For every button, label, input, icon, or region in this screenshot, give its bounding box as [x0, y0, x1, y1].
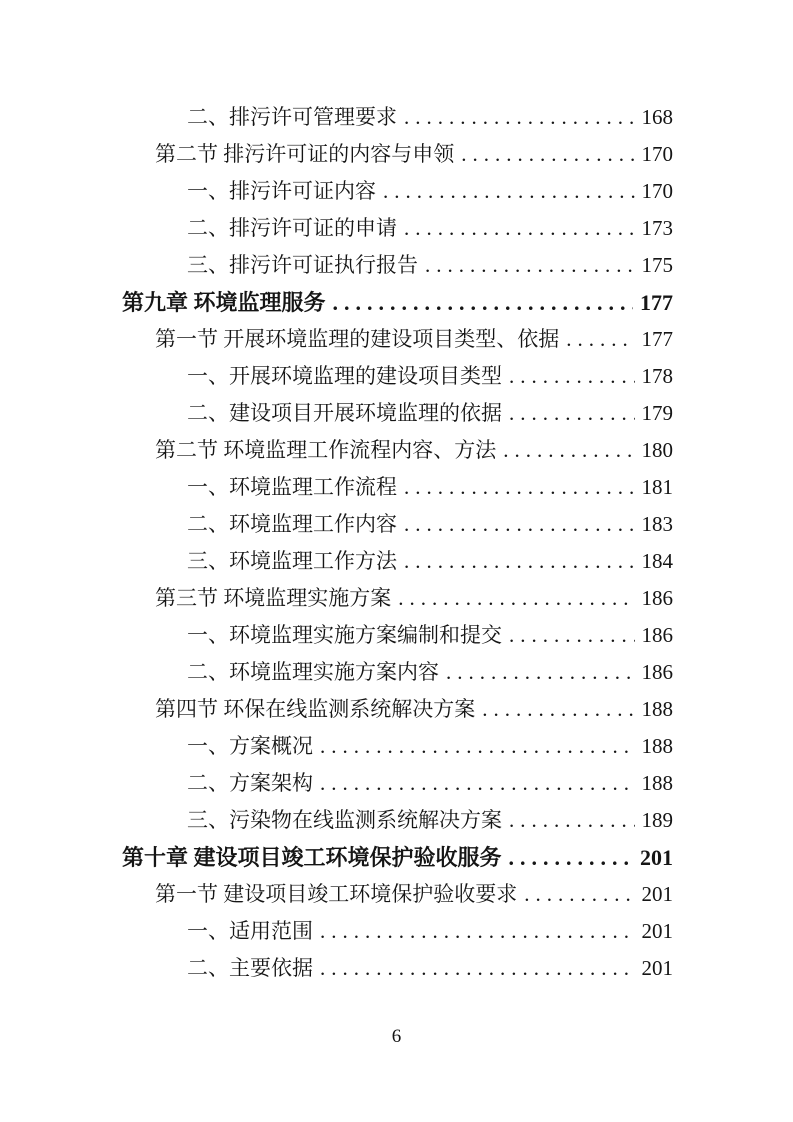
toc-dot-leader: [383, 173, 635, 210]
toc-entry-page: 170: [641, 179, 673, 203]
toc-entry-title: 一、方案概况: [187, 734, 313, 758]
toc-dot-leader: [404, 506, 635, 543]
toc-entry-title: 二、方案架构: [187, 771, 313, 795]
toc-dot-leader: [404, 543, 635, 580]
toc-entry-page: 201: [641, 919, 673, 943]
page-number: 6: [391, 1026, 402, 1047]
toc-entry-title: 第九章 环境监理服务: [122, 290, 326, 315]
toc-entry[interactable]: [122, 876, 673, 913]
toc-entry[interactable]: [122, 728, 673, 765]
toc-entry[interactable]: [122, 839, 673, 876]
toc-entry-page: 178: [641, 364, 673, 388]
toc-entry[interactable]: [122, 802, 673, 839]
toc-entry[interactable]: [122, 506, 673, 543]
toc-entry-page: 186: [641, 586, 673, 610]
toc-entry-title: 三、环境监理工作方法: [187, 549, 397, 573]
toc-dot-leader: [509, 617, 635, 654]
toc-dot-leader: [446, 654, 635, 691]
toc-entry-page: 168: [641, 105, 673, 129]
toc-dot-leader: [509, 358, 635, 395]
toc-entry-page: 183: [641, 512, 673, 536]
toc-dot-leader: [320, 950, 635, 987]
toc-entry[interactable]: [122, 432, 673, 469]
page-footer: [0, 1026, 793, 1048]
toc-entry[interactable]: [122, 136, 673, 173]
toc-entry[interactable]: [122, 765, 673, 802]
toc-entry-page: 201: [641, 882, 673, 906]
toc-entry[interactable]: [122, 395, 673, 432]
toc-entry-page: 184: [641, 549, 673, 573]
toc-entry[interactable]: [122, 469, 673, 506]
toc-entry-page: 181: [641, 475, 673, 499]
toc-entry[interactable]: [122, 543, 673, 580]
toc-dot-leader: [482, 691, 634, 728]
toc-dot-leader: [566, 321, 634, 358]
toc-entry-page: 173: [641, 216, 673, 240]
toc-entry-title: 二、环境监理工作内容: [187, 512, 397, 536]
toc-entry-page: 170: [641, 142, 673, 166]
toc-entry-page: 189: [641, 808, 673, 832]
toc-entry-title: 一、排污许可证内容: [187, 179, 376, 203]
toc-entry-title: 三、排污许可证执行报告: [187, 253, 418, 277]
toc-entry-title: 第一节 建设项目竣工环境保护验收要求: [155, 882, 518, 906]
toc-entry-page: 179: [641, 401, 673, 425]
toc-entry-title: 二、环境监理实施方案内容: [187, 660, 439, 684]
toc-entry-title: 一、开展环境监理的建设项目类型: [187, 364, 502, 388]
toc-list: [122, 99, 673, 987]
toc-dot-leader: [509, 395, 635, 432]
toc-entry-page: 186: [641, 623, 673, 647]
toc-dot-leader: [404, 99, 635, 136]
toc-dot-leader: [503, 432, 634, 469]
toc-entry[interactable]: [122, 210, 673, 247]
toc-dot-leader: [509, 839, 633, 876]
toc-entry-page: 201: [641, 956, 673, 980]
toc-entry-page: 188: [641, 771, 673, 795]
toc-entry-title: 第二节 排污许可证的内容与申领: [155, 142, 455, 166]
toc-dot-leader: [320, 913, 635, 950]
toc-entry-page: 188: [641, 697, 673, 721]
toc-entry-title: 第三节 环境监理实施方案: [155, 586, 392, 610]
toc-entry-title: 第一节 开展环境监理的建设项目类型、依据: [155, 327, 560, 351]
toc-dot-leader: [425, 247, 635, 284]
toc-entry-page: 175: [641, 253, 673, 277]
toc-dot-leader: [461, 136, 634, 173]
toc-entry-page: 180: [641, 438, 673, 462]
toc-entry[interactable]: [122, 617, 673, 654]
toc-dot-leader: [509, 802, 635, 839]
toc-dot-leader: [320, 728, 635, 765]
toc-entry-title: 三、污染物在线监测系统解决方案: [187, 808, 502, 832]
toc-entry[interactable]: [122, 358, 673, 395]
toc-entry-page: 177: [641, 327, 673, 351]
toc-dot-leader: [404, 210, 635, 247]
toc-entry-title: 第二节 环境监理工作流程内容、方法: [155, 438, 497, 462]
toc-entry-title: 二、排污许可管理要求: [187, 105, 397, 129]
toc-entry[interactable]: [122, 99, 673, 136]
toc-entry-page: 186: [641, 660, 673, 684]
toc-entry-title: 第四节 环保在线监测系统解决方案: [155, 697, 476, 721]
toc-entry-title: 一、环境监理工作流程: [187, 475, 397, 499]
toc-entry-title: 二、主要依据: [187, 956, 313, 980]
toc-dot-leader: [333, 284, 633, 321]
toc-entry[interactable]: [122, 654, 673, 691]
toc-entry-title: 二、建设项目开展环境监理的依据: [187, 401, 502, 425]
toc-entry[interactable]: [122, 247, 673, 284]
toc-entry[interactable]: [122, 950, 673, 987]
toc-entry-title: 一、环境监理实施方案编制和提交: [187, 623, 502, 647]
toc-entry[interactable]: [122, 913, 673, 950]
toc-dot-leader: [404, 469, 635, 506]
toc-entry[interactable]: [122, 321, 673, 358]
toc-entry-title: 一、适用范围: [187, 919, 313, 943]
toc-entry-page: 201: [640, 845, 673, 870]
toc-entry[interactable]: [122, 580, 673, 617]
toc-dot-leader: [524, 876, 634, 913]
toc-entry-title: 第十章 建设项目竣工环境保护验收服务: [122, 845, 502, 870]
toc-entry-page: 188: [641, 734, 673, 758]
toc-entry[interactable]: [122, 173, 673, 210]
toc-dot-leader: [320, 765, 635, 802]
toc-entry[interactable]: [122, 284, 673, 321]
toc-entry-title: 二、排污许可证的申请: [187, 216, 397, 240]
toc-dot-leader: [398, 580, 634, 617]
toc-entry[interactable]: [122, 691, 673, 728]
toc-entry-page: 177: [640, 290, 673, 315]
